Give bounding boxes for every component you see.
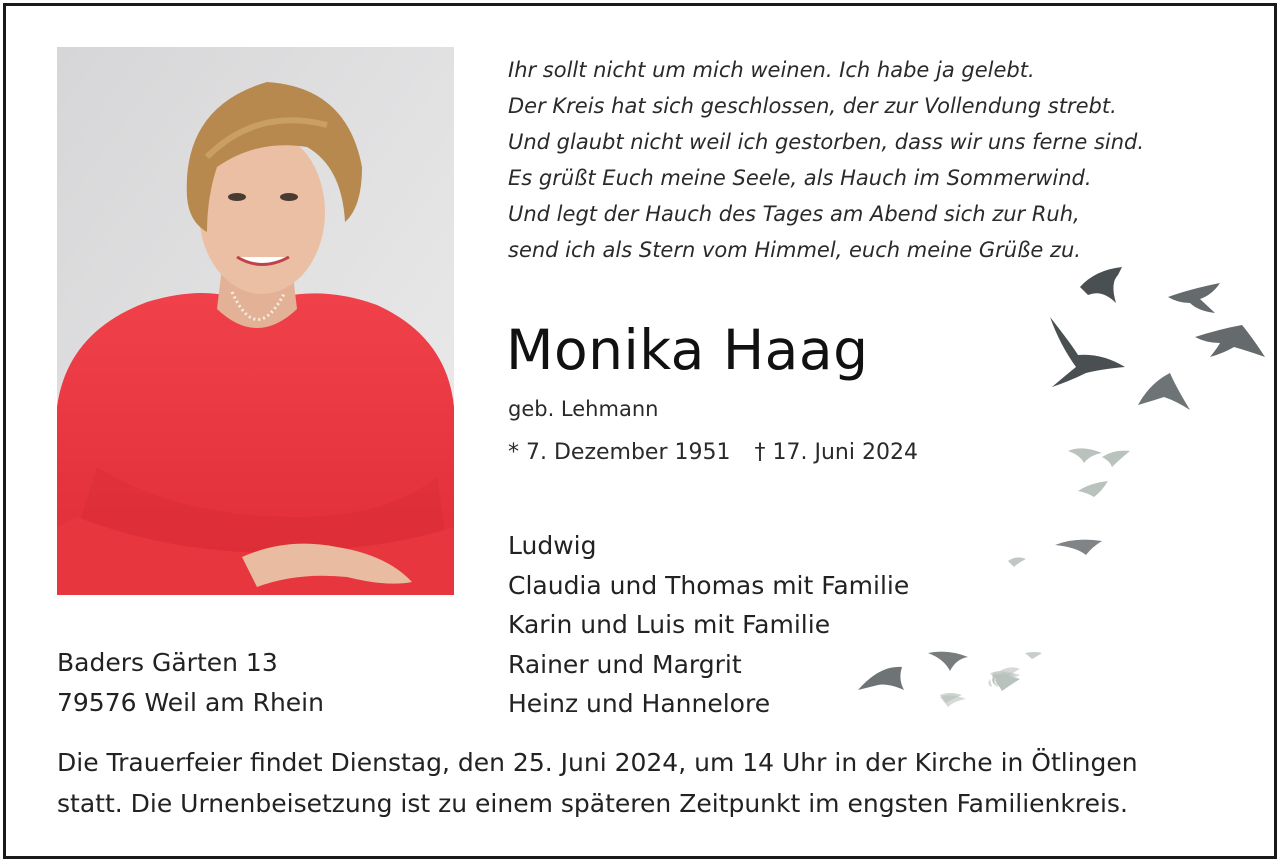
family-member: Heinz und Hannelore bbox=[508, 689, 771, 718]
notice-line: statt. Die Urnenbeisetzung ist zu einem späteren Zeitpunkt im engsten Familienkreis. bbox=[57, 789, 1128, 818]
poem bbox=[508, 52, 1248, 268]
portrait-photo bbox=[57, 47, 454, 595]
family-member: Ludwig bbox=[508, 531, 597, 560]
poem-line: Ihr sollt nicht um mich weinen. Ich habe ja gelebt. bbox=[508, 58, 1035, 82]
bird-icon bbox=[940, 695, 966, 707]
address-street: Baders Gärten 13 bbox=[57, 648, 278, 677]
bird-icon bbox=[1078, 481, 1108, 497]
poem-line: send ich als Stern vom Himmel, euch meine Grüße zu. bbox=[508, 238, 1081, 262]
bird-icon bbox=[1102, 451, 1130, 467]
poem-line: Der Kreis hat sich geschlossen, der zur Vollendung strebt. bbox=[508, 94, 1117, 118]
bird-icon bbox=[988, 679, 992, 687]
bird-icon bbox=[1168, 283, 1220, 313]
bird-icon bbox=[1138, 373, 1190, 410]
bird-icon bbox=[858, 667, 904, 690]
bird-icon bbox=[1050, 317, 1125, 387]
bird-icon bbox=[1080, 267, 1122, 303]
death-date: † 17. Juni 2024 bbox=[754, 440, 918, 465]
birth-name: geb. Lehmann bbox=[508, 397, 659, 421]
bird-icon bbox=[1068, 448, 1102, 463]
funeral-notice bbox=[57, 742, 1247, 824]
poem-line: Es grüßt Euch meine Seele, als Hauch im Sommerwind. bbox=[508, 166, 1092, 190]
bird-icon bbox=[1055, 540, 1102, 555]
notice-line: Die Trauerfeier findet Dienstag, den 25. Juni 2024, um 14 Uhr in der Kirche in Ötlingen bbox=[57, 748, 1138, 777]
bird-icon bbox=[928, 652, 968, 671]
flying-birds-illustration bbox=[840, 255, 1280, 725]
family-member: Claudia und Thomas mit Familie bbox=[508, 570, 910, 600]
bird-icon bbox=[1195, 325, 1265, 357]
bird-icon bbox=[1008, 557, 1026, 567]
deceased-name: Monika Haag bbox=[506, 318, 869, 382]
birth-date: * 7. Dezember 1951 bbox=[508, 440, 731, 465]
address-city: 79576 Weil am Rhein bbox=[57, 687, 324, 717]
poem-line: Und glaubt nicht weil ich gestorben, dass wir uns ferne sind. bbox=[508, 130, 1145, 154]
family-member: Rainer und Margrit bbox=[508, 649, 742, 679]
address bbox=[57, 643, 324, 722]
bird-icon bbox=[1025, 652, 1042, 659]
family-member: Karin und Luis mit Familie bbox=[508, 610, 831, 639]
poem-line: Und legt der Hauch des Tages am Abend sich zur Ruh, bbox=[508, 202, 1080, 226]
